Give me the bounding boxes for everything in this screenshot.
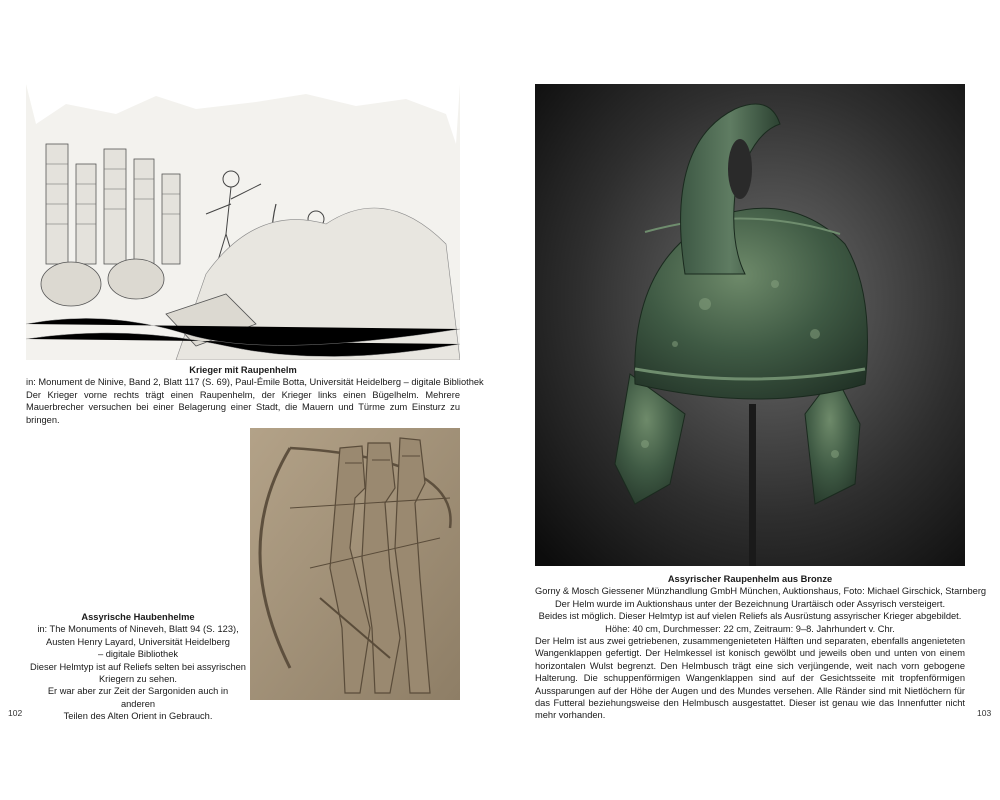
helmet-info-line: Gorny & Mosch Giessener Münzhandlung GmbH München, Auktionshaus, Foto: Michael Girschick, Starnberg bbox=[535, 586, 987, 597]
figure1-caption bbox=[26, 364, 484, 426]
figure2-description-line: Teilen des Alten Orient in Gebrauch. bbox=[63, 711, 213, 722]
figure1-source: in: Monument de Ninive, Band 2, Blatt 117 (S. 69), Paul-Émile Botta, Universität Heidelberg – digitale Bibliothek bbox=[26, 377, 484, 388]
figure2-description-line: Er war aber zur Zeit der Sargoniden auch in anderen bbox=[47, 686, 229, 709]
helmet-info-line: Beides ist möglich. Dieser Helmtyp ist auf vielen Reliefs als Ausrüstung assyrischer Krieger abgebildet. bbox=[538, 611, 962, 622]
relief-engraving-image bbox=[26, 84, 460, 360]
helmet-description: Der Helm ist aus zwei getriebenen, zusammengenieteten Hälften und separaten, ebenfalls angenieteten Wangenklappen gefertigt. Der Helmkessel ist konisch gewölbt und jeweils oben und unten von einem horizontalen Wulst begrenzt. Den Helmbusch trägt eine sich verjüngende, weit nach vorn gebogene Halterung. Die schuppenförmigen Wangenklappen sind auf der Gesichtsseite mit tropfenförmigen Aussparungen auf der Höhe der Augen und des Mundes versehen. Alle Ränder sind mit Nietlöchern für das Futteral beziehungsweise den Helmbusch ausgestattet. Dieser ist genau wie das Innenfutter nicht mehr vorhanden. bbox=[535, 636, 965, 721]
right-page bbox=[500, 0, 1000, 800]
figure2-source-line: in: The Monuments of Nineveh, Blatt 94 (S. 123), bbox=[37, 624, 239, 635]
figure2-source-line: Austen Henry Layard, Universität Heidelberg bbox=[46, 636, 230, 647]
page-number: 103 bbox=[977, 708, 992, 718]
archers-relief-image bbox=[250, 428, 460, 700]
figure1-title: Krieger mit Raupenhelm bbox=[189, 365, 297, 375]
bronze-helmet-image bbox=[535, 84, 965, 566]
figure2-title: Assyrische Haubenhelme bbox=[81, 612, 195, 622]
figure2-description-line: Kriegern zu sehen. bbox=[98, 674, 178, 685]
helmet-dimensions: Höhe: 40 cm, Durchmesser: 22 cm, Zeitraum: 9–8. Jahrhundert v. Chr. bbox=[605, 623, 895, 634]
figure2-caption bbox=[30, 611, 246, 723]
helmet-info-line: Der Helm wurde im Auktionshaus unter der Bezeichnung Urartäisch oder Assyrisch versteigert. bbox=[554, 598, 946, 609]
page-number: 102 bbox=[8, 708, 23, 718]
helmet-title: Assyrischer Raupenhelm aus Bronze bbox=[667, 574, 833, 584]
figure2-source-line: – digitale Bibliothek bbox=[97, 649, 179, 660]
figure1-description: Der Krieger vorne rechts trägt einen Raupenhelm, der Krieger links einen Bügelhelm. Mehrere Mauerbrecher versuchen bei einer Belagerung einer Stadt, die Mauern und Türme zum Einsturz zu bringen. bbox=[26, 389, 460, 425]
figure2-description-line: Dieser Helmtyp ist auf Reliefs selten bei assyrischen bbox=[30, 661, 246, 672]
